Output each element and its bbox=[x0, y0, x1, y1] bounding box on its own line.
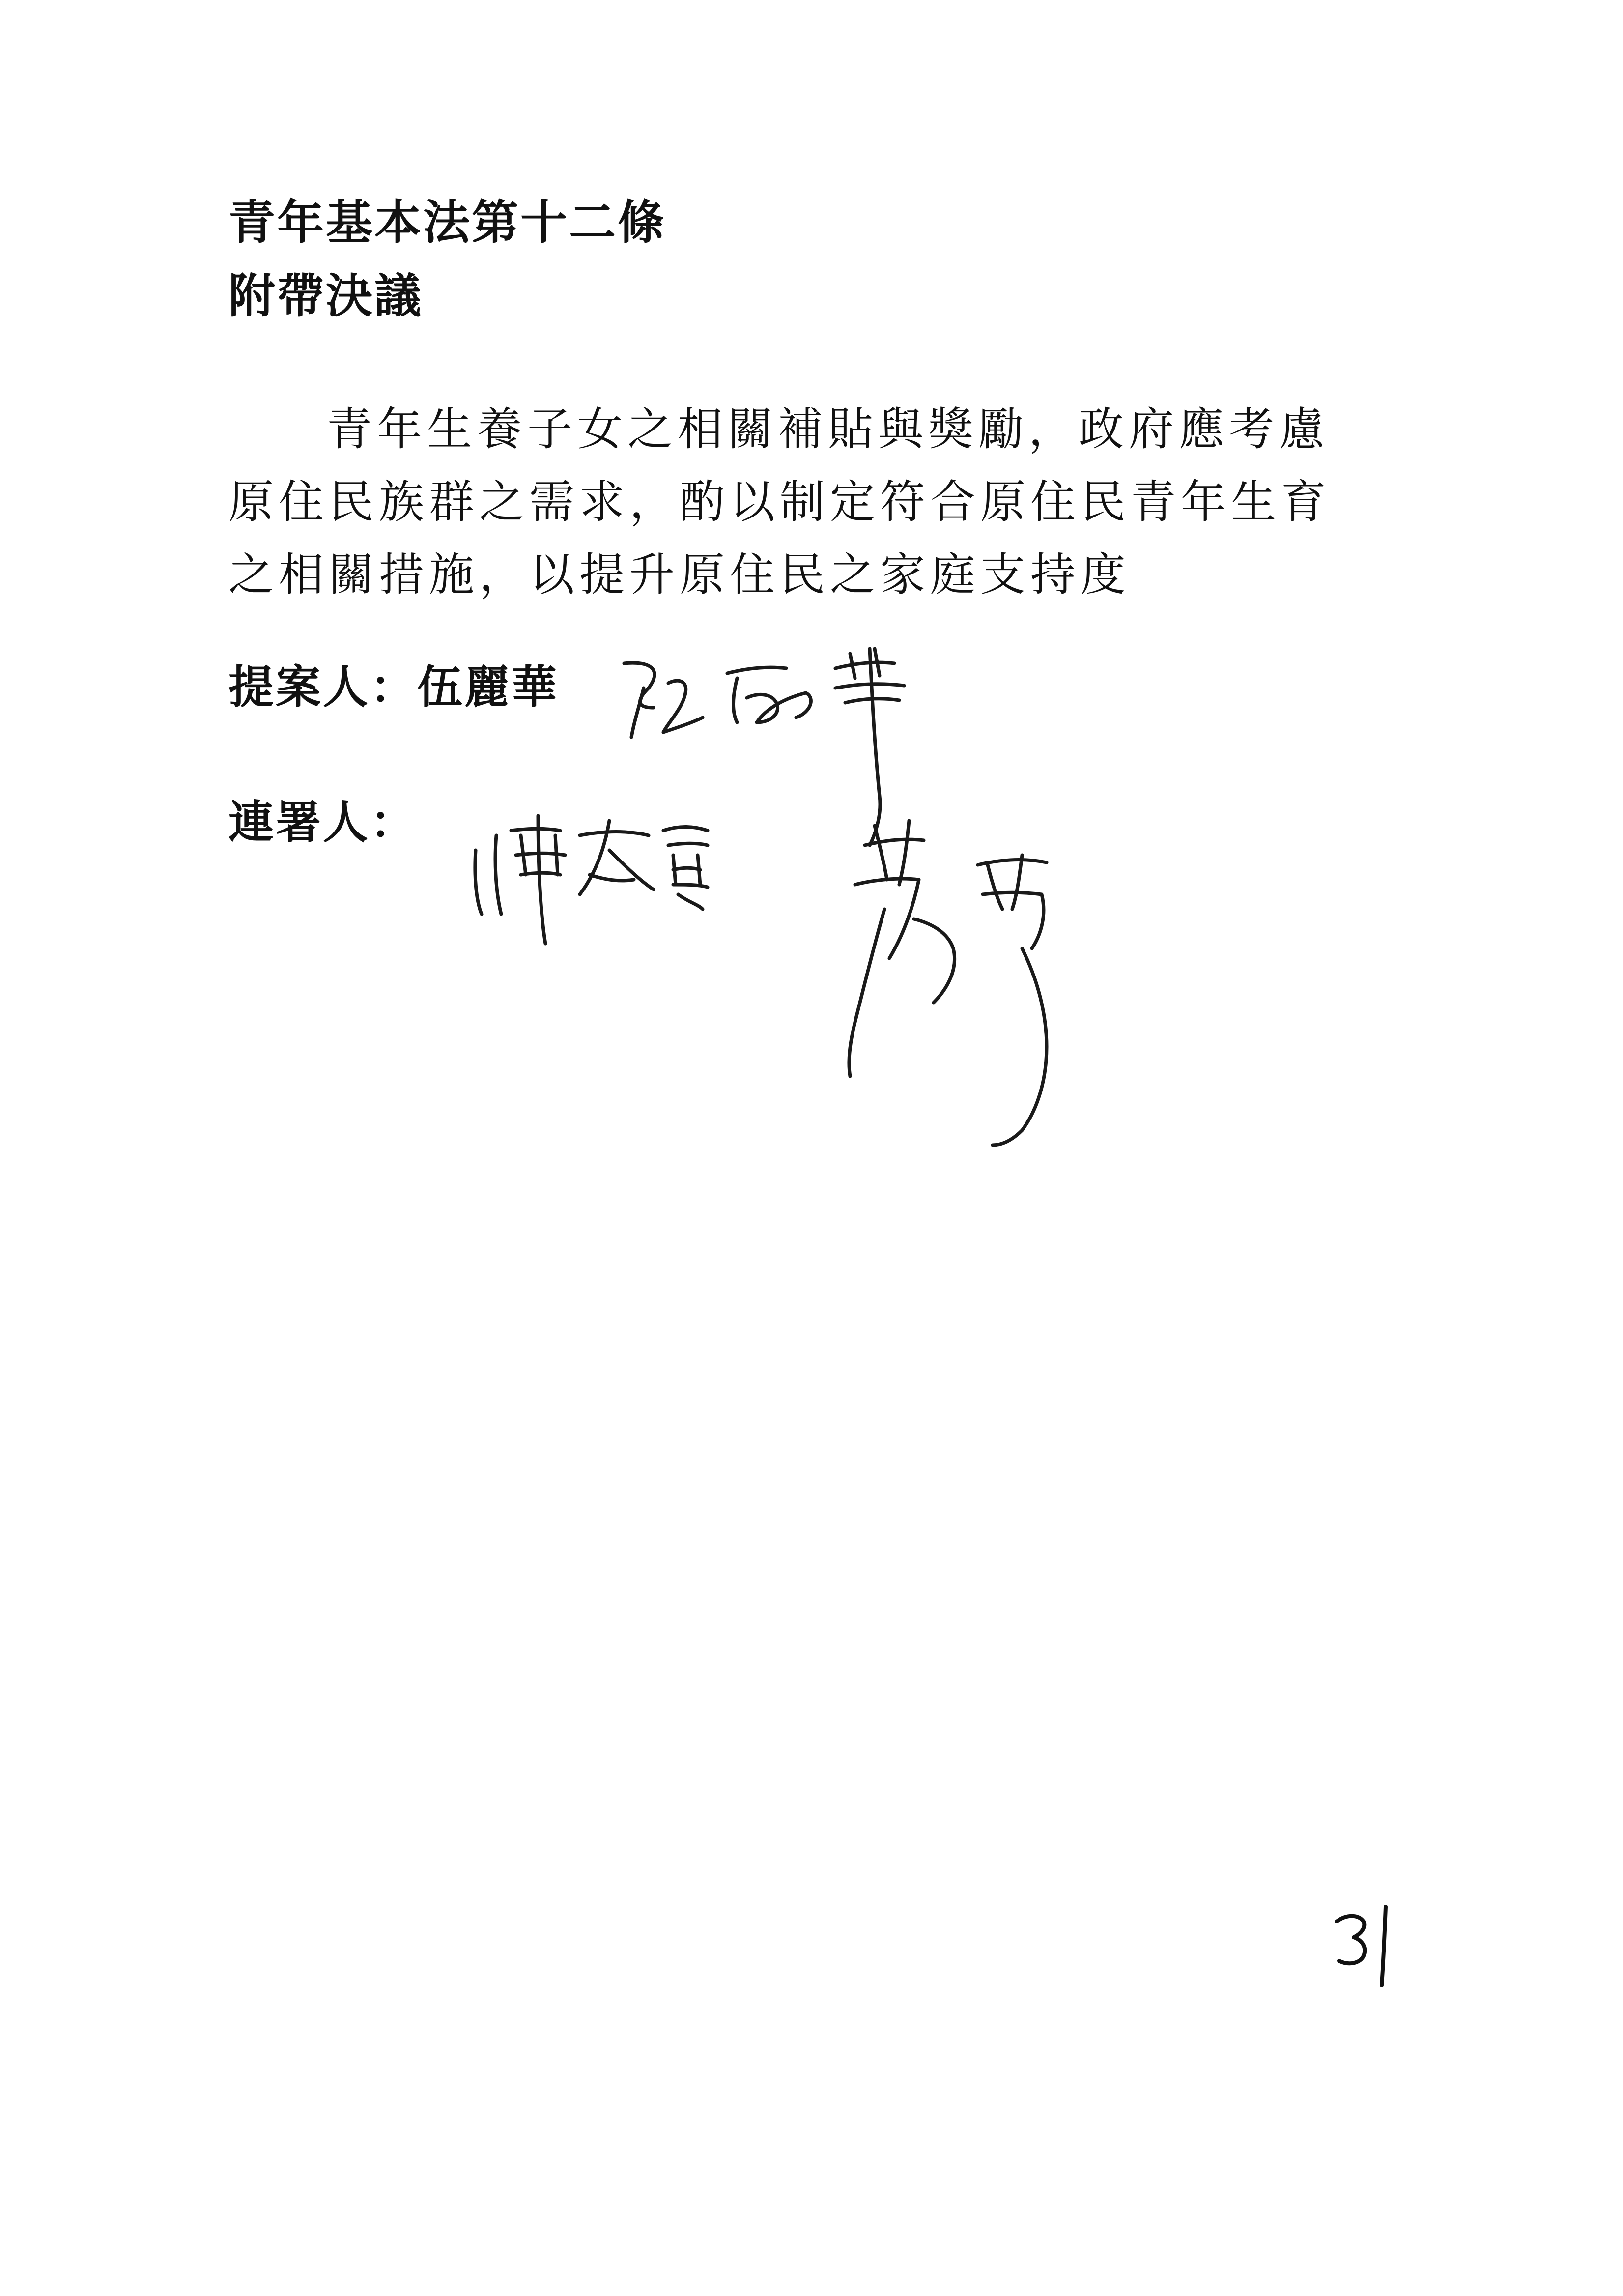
cosigner-line bbox=[228, 786, 417, 851]
cosigner-signature-2 bbox=[849, 821, 1047, 1145]
resolution-body: 青年生養子女之相關補貼與獎勵，政府應考慮原住民族群之需求，酌以制定符合原住民青年生育之相關措施，以提升原住民之家庭支持度 bbox=[228, 403, 1332, 601]
document-title: 青年基本法第十二條 bbox=[228, 195, 667, 250]
document-subtitle: 附帶決議 bbox=[228, 269, 424, 323]
handwritten-page-number bbox=[1317, 1892, 1415, 1990]
cosigner-signature-1 bbox=[475, 816, 708, 944]
proposer-name: 伍麗華 bbox=[417, 660, 559, 714]
cosigner-label: 連署人： bbox=[228, 796, 418, 849]
proposer-signature bbox=[624, 649, 904, 845]
proposer-label: 提案人： bbox=[228, 660, 418, 714]
proposer-line bbox=[228, 651, 559, 716]
